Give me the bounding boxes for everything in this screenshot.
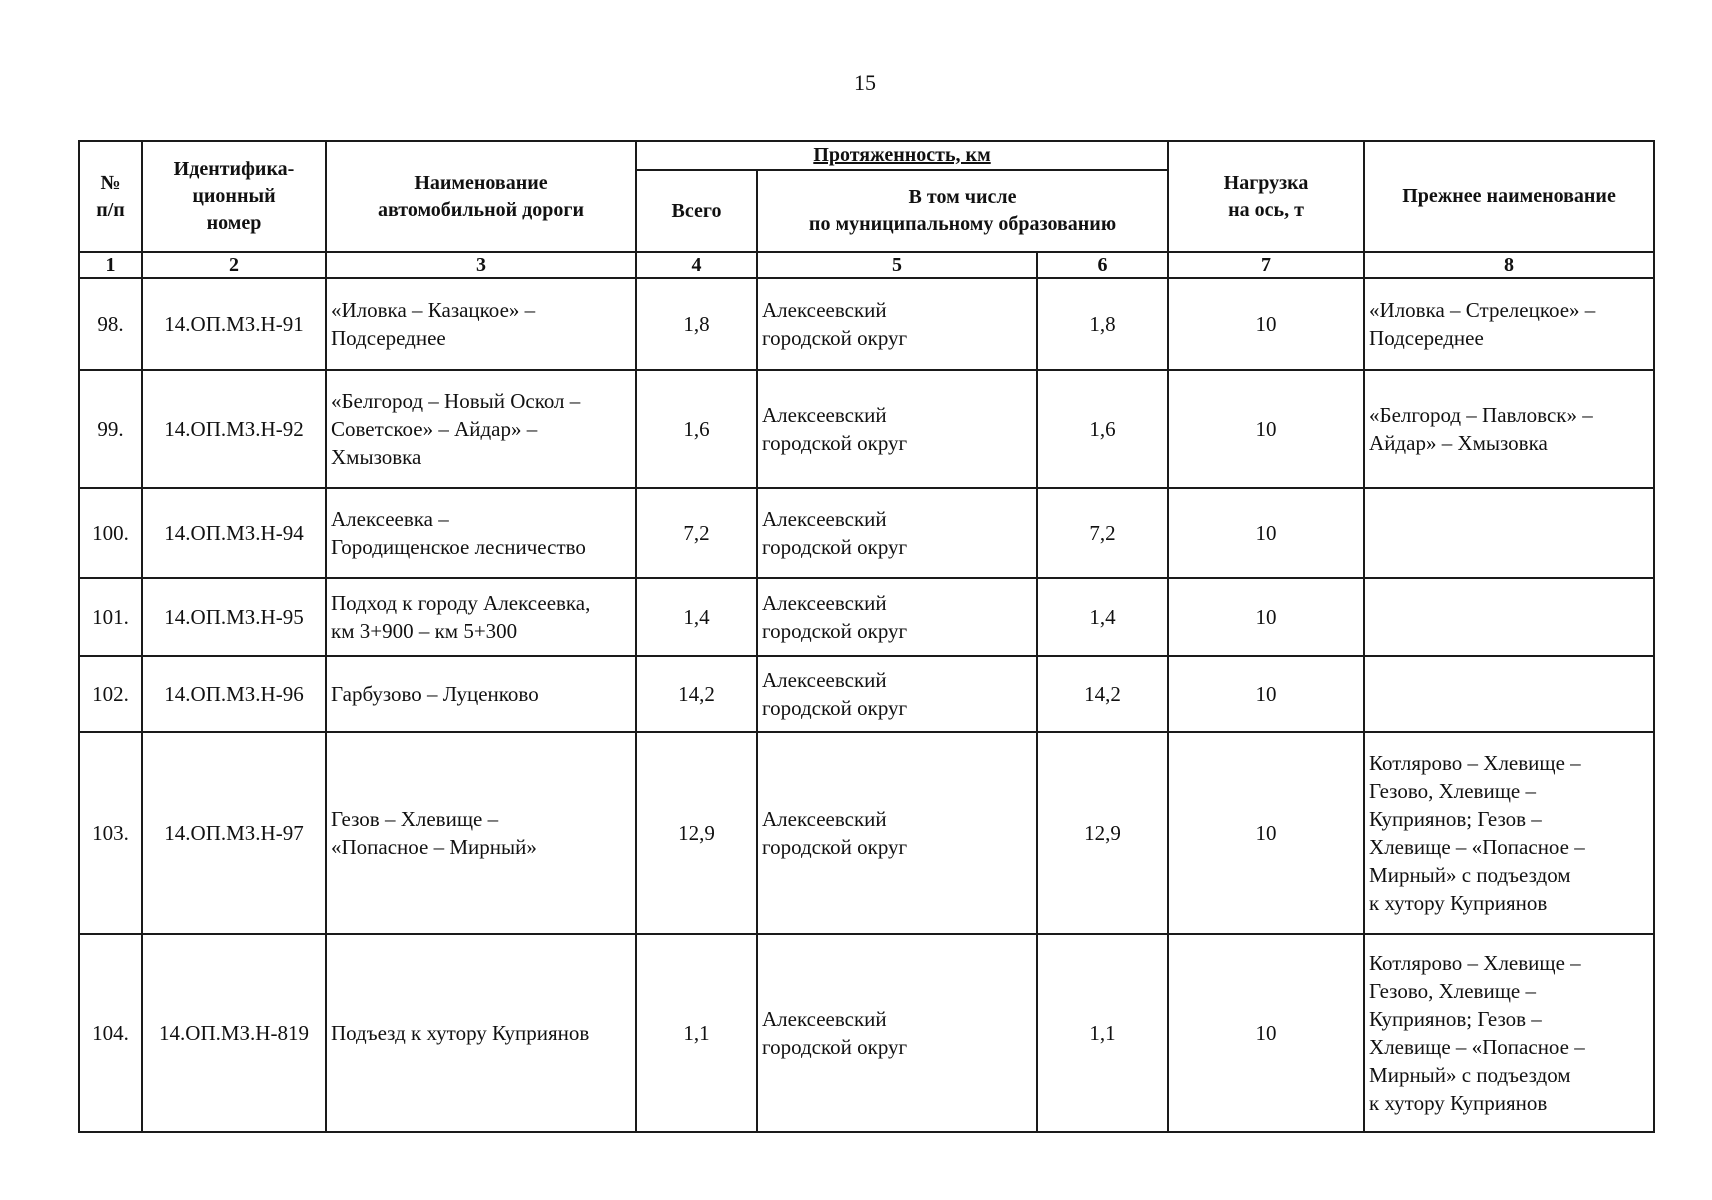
row-prev-name: «Иловка – Стрелецкое» – Подсереднее: [1364, 278, 1654, 370]
row-load: 10: [1168, 934, 1364, 1132]
row-name: Подход к городу Алексеевка, км 3+900 – км 5+300: [326, 578, 636, 656]
row-muni-length: 1,6: [1037, 370, 1168, 488]
table-row: [79, 278, 1654, 370]
row-load: 10: [1168, 488, 1364, 578]
row-municipality: Алексеевский городской округ: [757, 934, 1037, 1132]
row-muni-length: 12,9: [1037, 732, 1168, 934]
row-id: 14.ОП.МЗ.Н-96: [142, 656, 326, 732]
row-load: 10: [1168, 278, 1364, 370]
row-id: 14.ОП.МЗ.Н-94: [142, 488, 326, 578]
row-municipality: Алексеевский городской округ: [757, 278, 1037, 370]
row-total: 14,2: [636, 656, 757, 732]
table-row: [79, 488, 1654, 578]
row-name: «Иловка – Казацкое» – Подсереднее: [326, 278, 636, 370]
header-total: Всего: [636, 170, 757, 252]
table-row: [79, 732, 1654, 934]
column-number: 1: [79, 252, 142, 278]
row-id: 14.ОП.МЗ.Н-97: [142, 732, 326, 934]
row-total: 1,4: [636, 578, 757, 656]
row-name: «Белгород – Новый Оскол – Советское» – Айдар» – Хмызовка: [326, 370, 636, 488]
row-load: 10: [1168, 732, 1364, 934]
row-municipality: Алексеевский городской округ: [757, 488, 1037, 578]
column-number: 7: [1168, 252, 1364, 278]
row-num: 99.: [79, 370, 142, 488]
row-total: 12,9: [636, 732, 757, 934]
row-load: 10: [1168, 578, 1364, 656]
column-number: 4: [636, 252, 757, 278]
column-number: 2: [142, 252, 326, 278]
row-muni-length: 1,4: [1037, 578, 1168, 656]
row-prev-name: «Белгород – Павловск» – Айдар» – Хмызовка: [1364, 370, 1654, 488]
row-prev-name: Котлярово – Хлевище – Гезово, Хлевище – Куприянов; Гезов – Хлевище – «Попасное – Мирный» с подъездом к хутору Куприянов: [1364, 934, 1654, 1132]
row-num: 103.: [79, 732, 142, 934]
roads-table: [78, 140, 1655, 1133]
row-load: 10: [1168, 656, 1364, 732]
table-row: [79, 656, 1654, 732]
row-name: Гарбузово – Луценково: [326, 656, 636, 732]
row-load: 10: [1168, 370, 1364, 488]
table-body: [79, 278, 1654, 1132]
row-num: 100.: [79, 488, 142, 578]
row-total: 1,1: [636, 934, 757, 1132]
column-number: 6: [1037, 252, 1168, 278]
row-name: Подъезд к хутору Куприянов: [326, 934, 636, 1132]
row-muni-length: 1,1: [1037, 934, 1168, 1132]
row-prev-name: [1364, 656, 1654, 732]
row-num: 101.: [79, 578, 142, 656]
row-id: 14.ОП.МЗ.Н-92: [142, 370, 326, 488]
row-total: 1,8: [636, 278, 757, 370]
row-num: 102.: [79, 656, 142, 732]
row-num: 104.: [79, 934, 142, 1132]
row-num: 98.: [79, 278, 142, 370]
row-id: 14.ОП.МЗ.Н-819: [142, 934, 326, 1132]
column-number: 8: [1364, 252, 1654, 278]
table-header: [79, 141, 1654, 278]
row-prev-name: [1364, 488, 1654, 578]
row-total: 1,6: [636, 370, 757, 488]
header-id: Идентифика- ционный номер: [142, 141, 326, 252]
header-num: № п/п: [79, 141, 142, 252]
row-muni-length: 14,2: [1037, 656, 1168, 732]
row-name: Алексеевка – Городищенское лесничество: [326, 488, 636, 578]
column-number: 3: [326, 252, 636, 278]
row-muni-length: 7,2: [1037, 488, 1168, 578]
column-number-row: [79, 252, 1654, 278]
page-number: 15: [854, 70, 876, 95]
row-name: Гезов – Хлевище – «Попасное – Мирный»: [326, 732, 636, 934]
table-row: [79, 578, 1654, 656]
row-prev-name: [1364, 578, 1654, 656]
column-number: 5: [757, 252, 1037, 278]
table-row: [79, 934, 1654, 1132]
row-municipality: Алексеевский городской округ: [757, 578, 1037, 656]
header-length-group: Протяженность, км: [636, 141, 1168, 170]
row-id: 14.ОП.МЗ.Н-91: [142, 278, 326, 370]
header-name: Наименование автомобильной дороги: [326, 141, 636, 252]
row-prev-name: Котлярово – Хлевище – Гезово, Хлевище – Куприянов; Гезов – Хлевище – «Попасное – Мирный» с подъездом к хутору Куприянов: [1364, 732, 1654, 934]
row-muni-length: 1,8: [1037, 278, 1168, 370]
row-municipality: Алексеевский городской округ: [757, 656, 1037, 732]
header-prev-name: Прежнее наименование: [1364, 141, 1654, 252]
row-total: 7,2: [636, 488, 757, 578]
header-load: Нагрузка на ось, т: [1168, 141, 1364, 252]
header-incl-group: В том числе по муниципальному образованию: [757, 170, 1168, 252]
table-row: [79, 370, 1654, 488]
row-municipality: Алексеевский городской округ: [757, 370, 1037, 488]
row-id: 14.ОП.МЗ.Н-95: [142, 578, 326, 656]
row-municipality: Алексеевский городской округ: [757, 732, 1037, 934]
